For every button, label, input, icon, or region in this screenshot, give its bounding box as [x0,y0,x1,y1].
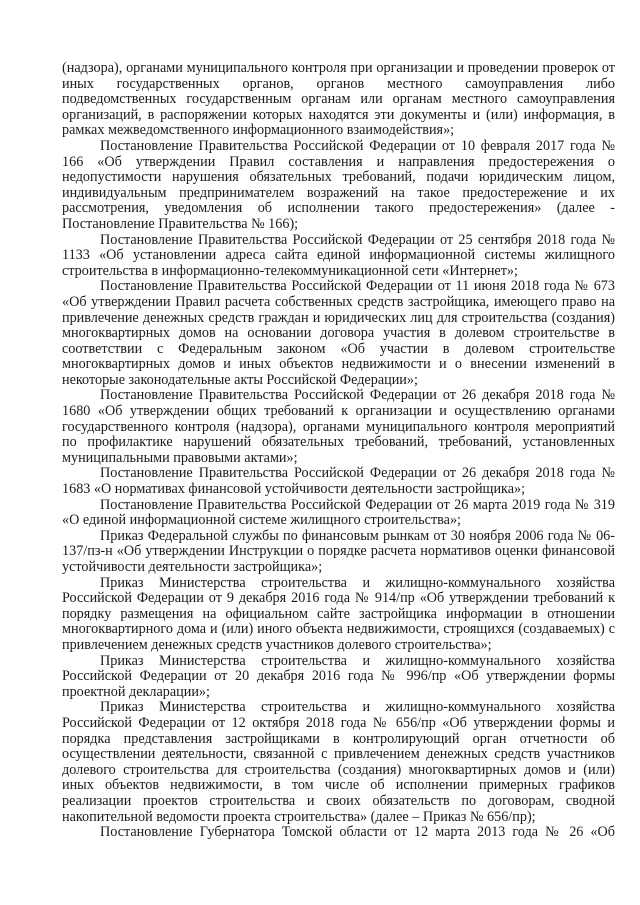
paragraph-11: Приказ Министерства строительства и жилищно-коммунального хозяйства Российской Федерации от 12 октября 2018 года № 656/пр «Об утверждении формы и порядка представления застройщиками в контролирующий орган отчетности об осуществлении деятельности, связанной с привлечением денежных средств участников долевого строительства для строительства (создания) многоквартирных домов и (или) иных объектов недвижимости, в том числе об исполнении примерных графиков реализации проектов строительства и своих обязательств по договорам, сводной накопительной ведомости проекта строительства» (далее – Приказ № 656/пр); [62,699,615,825]
paragraph-6: Постановление Правительства Российской Федерации от 26 декабря 2018 года № 1683 «О нормативах финансовой устойчивости деятельности застройщика»; [62,465,615,498]
paragraph-5: Постановление Правительства Российской Федерации от 26 декабря 2018 года № 1680 «Об утверждении общих требований к организации и осуществлению органами государственного контроля (надзора), органами муниципального контроля мероприятий по профилактике нарушений обязательных требований, требований, установленных муниципальными правовыми актами»; [62,387,615,466]
paragraph-7: Постановление Правительства Российской Федерации от 26 марта 2019 года № 319 «О единой информационной системе жилищного строительства»; [62,496,615,529]
paragraph-4: Постановление Правительства Российской Федерации от 11 июня 2018 года № 673 «Об утверждении Правил расчета собственных средств застройщика, имеющего право на привлечение денежных средств граждан и юридических лиц для строительства (создания) многоквартирных домов на основании договора участия в долевом строительстве в соответствии с Федеральным законом «Об участии в долевом строительстве многоквартирных домов и иных объектов недвижимости и о внесении изменений в некоторые законодательные акты Российской Федерации»; [62,278,615,388]
document-page [62,61,615,841]
paragraph-8: Приказ Федеральной службы по финансовым рынкам от 30 ноября 2006 года № 06-137/пз-н «Об утверждении Инструкции о порядке расчета нормативов оценки финансовой устойчивости деятельности застройщика»; [62,527,615,575]
paragraph-9: Приказ Министерства строительства и жилищно-коммунального хозяйства Российской Федерации от 9 декабря 2016 года № 914/пр «Об утверждении требований к порядку размещения на официальном сайте застройщика информации в отношении многоквартирного дома и (или) иного объекта недвижимости, строящихся (создаваемых) с привлечением денежных средств участников долевого строительства»; [62,574,615,653]
paragraph-12: Постановление Губернатора Томской области от 12 марта 2013 года № 26 «Об [100,824,615,841]
paragraph-2: Постановление Правительства Российской Федерации от 10 февраля 2017 года № 166 «Об утверждении Правил составления и направления предостережения о недопустимости нарушения обязательных требований, подачи юридическим лицом, индивидуальным предпринимателем возражений на такое предостережение и их рассмотрения, уведомления об исполнении такого предостережения» (далее - Постановление Правительства № 166); [62,137,615,232]
paragraph-10: Приказ Министерства строительства и жилищно-коммунального хозяйства Российской Федерации от 20 декабря 2016 года № 996/пр «Об утверждении формы проектной декларации»; [62,652,615,700]
paragraph-1: (надзора), органами муниципального контроля при организации и проведении проверок от иных государственных органов, органов местного самоуправления либо подведомственных государственным органам или органам местного самоуправления организаций, в распоряжении которых находятся эти документы и (или) информация, в рамках межведомственного информационного взаимодействия»; [62,60,615,139]
paragraph-3: Постановление Правительства Российской Федерации от 25 сентября 2018 года № 1133 «Об установлении адреса сайта единой информационной системы жилищного строительства в информационно-телекоммуникационной сети «Интернет»; [62,231,615,279]
